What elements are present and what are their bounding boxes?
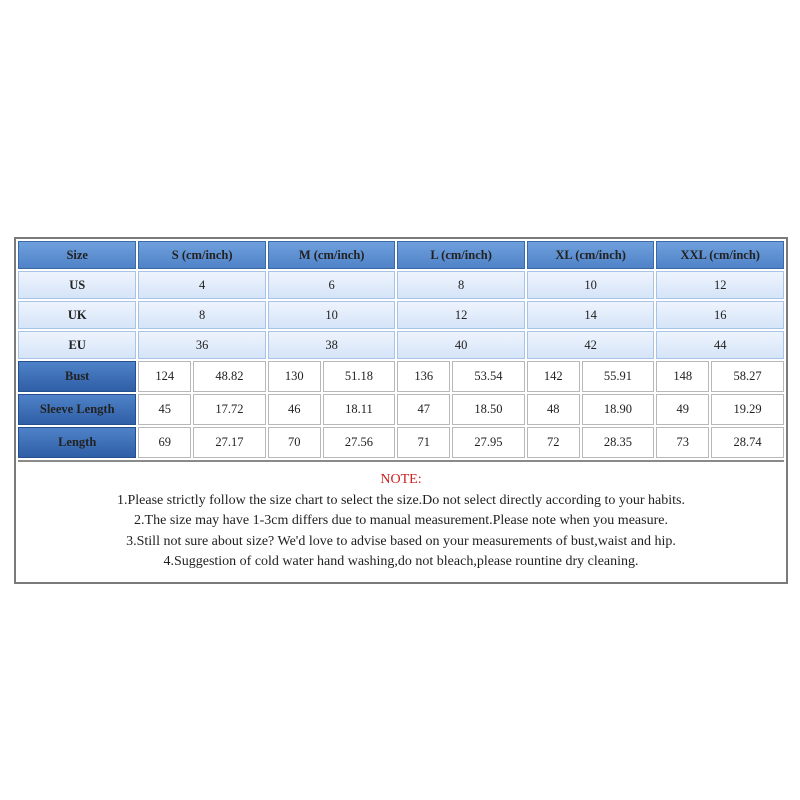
table-cell: 10 [268,301,396,329]
table-cell: 48.82 [193,361,266,392]
table-cell: 10 [527,271,655,299]
table-cell: 44 [656,331,784,359]
table-cell: 19.29 [711,394,784,425]
header-m: M (cm/inch) [268,241,396,269]
table-cell: 69 [138,427,191,458]
table-cell: 58.27 [711,361,784,392]
table-cell: 27.95 [452,427,525,458]
header-xl: XL (cm/inch) [527,241,655,269]
table-cell: 72 [527,427,580,458]
table-cell: 14 [527,301,655,329]
note-line-3: 3.Still not sure about size? We'd love to advise based on your measurements of bust,waist and hip. [126,533,676,549]
table-cell: 40 [397,331,524,359]
table-cell: 18.50 [452,394,525,425]
table-cell: 8 [138,301,266,329]
table-cell: 36 [138,331,266,359]
row-label: Bust [18,361,136,392]
table-cell: 4 [138,271,266,299]
table-cell: 18.90 [582,394,655,425]
header-size: Size [18,241,136,269]
table-cell: 12 [656,271,784,299]
table-cell: 49 [656,394,709,425]
note-title: NOTE: [380,472,422,487]
table-cell: 124 [138,361,191,392]
table-cell: 17.72 [193,394,266,425]
size-table [16,239,786,460]
table-cell: 27.56 [323,427,396,458]
measure-row-bust [18,361,784,392]
header-s: S (cm/inch) [138,241,266,269]
table-cell: 28.35 [582,427,655,458]
note-line-4: 4.Suggestion of cold water hand washing,do not bleach,please rountine dry cleaning. [163,554,639,569]
table-cell: 142 [527,361,580,392]
table-cell: 6 [268,271,396,299]
row-label: UK [18,301,136,329]
table-cell: 18.11 [323,394,396,425]
table-cell: 70 [268,427,321,458]
row-label: Sleeve Length [18,394,136,425]
table-cell: 38 [268,331,396,359]
header-l: L (cm/inch) [397,241,524,269]
table-cell: 42 [527,331,655,359]
header-row [18,241,784,269]
size-row-uk [18,301,784,329]
size-row-eu [18,331,784,359]
table-cell: 53.54 [452,361,525,392]
table-cell: 27.17 [193,427,266,458]
table-cell: 46 [268,394,321,425]
table-cell: 48 [527,394,580,425]
note-line-1: 1.Please strictly follow the size chart to select the size.Do not select directly according to your habits. [117,492,685,508]
row-label: US [18,271,136,299]
notes-section [18,460,784,580]
table-cell: 55.91 [582,361,655,392]
header-xxl: XXL (cm/inch) [656,241,784,269]
measure-row-length [18,427,784,458]
measure-row-sleeve-length [18,394,784,425]
size-chart [14,237,788,584]
table-cell: 51.18 [323,361,396,392]
table-cell: 148 [656,361,709,392]
table-cell: 28.74 [711,427,784,458]
note-line-2: 2.The size may have 1-3cm differs due to manual measurement.Please note when you measure. [134,513,668,528]
table-cell: 73 [656,427,709,458]
table-cell: 130 [268,361,321,392]
table-cell: 45 [138,394,191,425]
table-cell: 47 [397,394,450,425]
size-row-us [18,271,784,299]
row-label: EU [18,331,136,359]
table-cell: 71 [397,427,450,458]
table-cell: 8 [397,271,524,299]
table-cell: 136 [397,361,450,392]
table-cell: 16 [656,301,784,329]
row-label: Length [18,427,136,458]
table-cell: 12 [397,301,524,329]
